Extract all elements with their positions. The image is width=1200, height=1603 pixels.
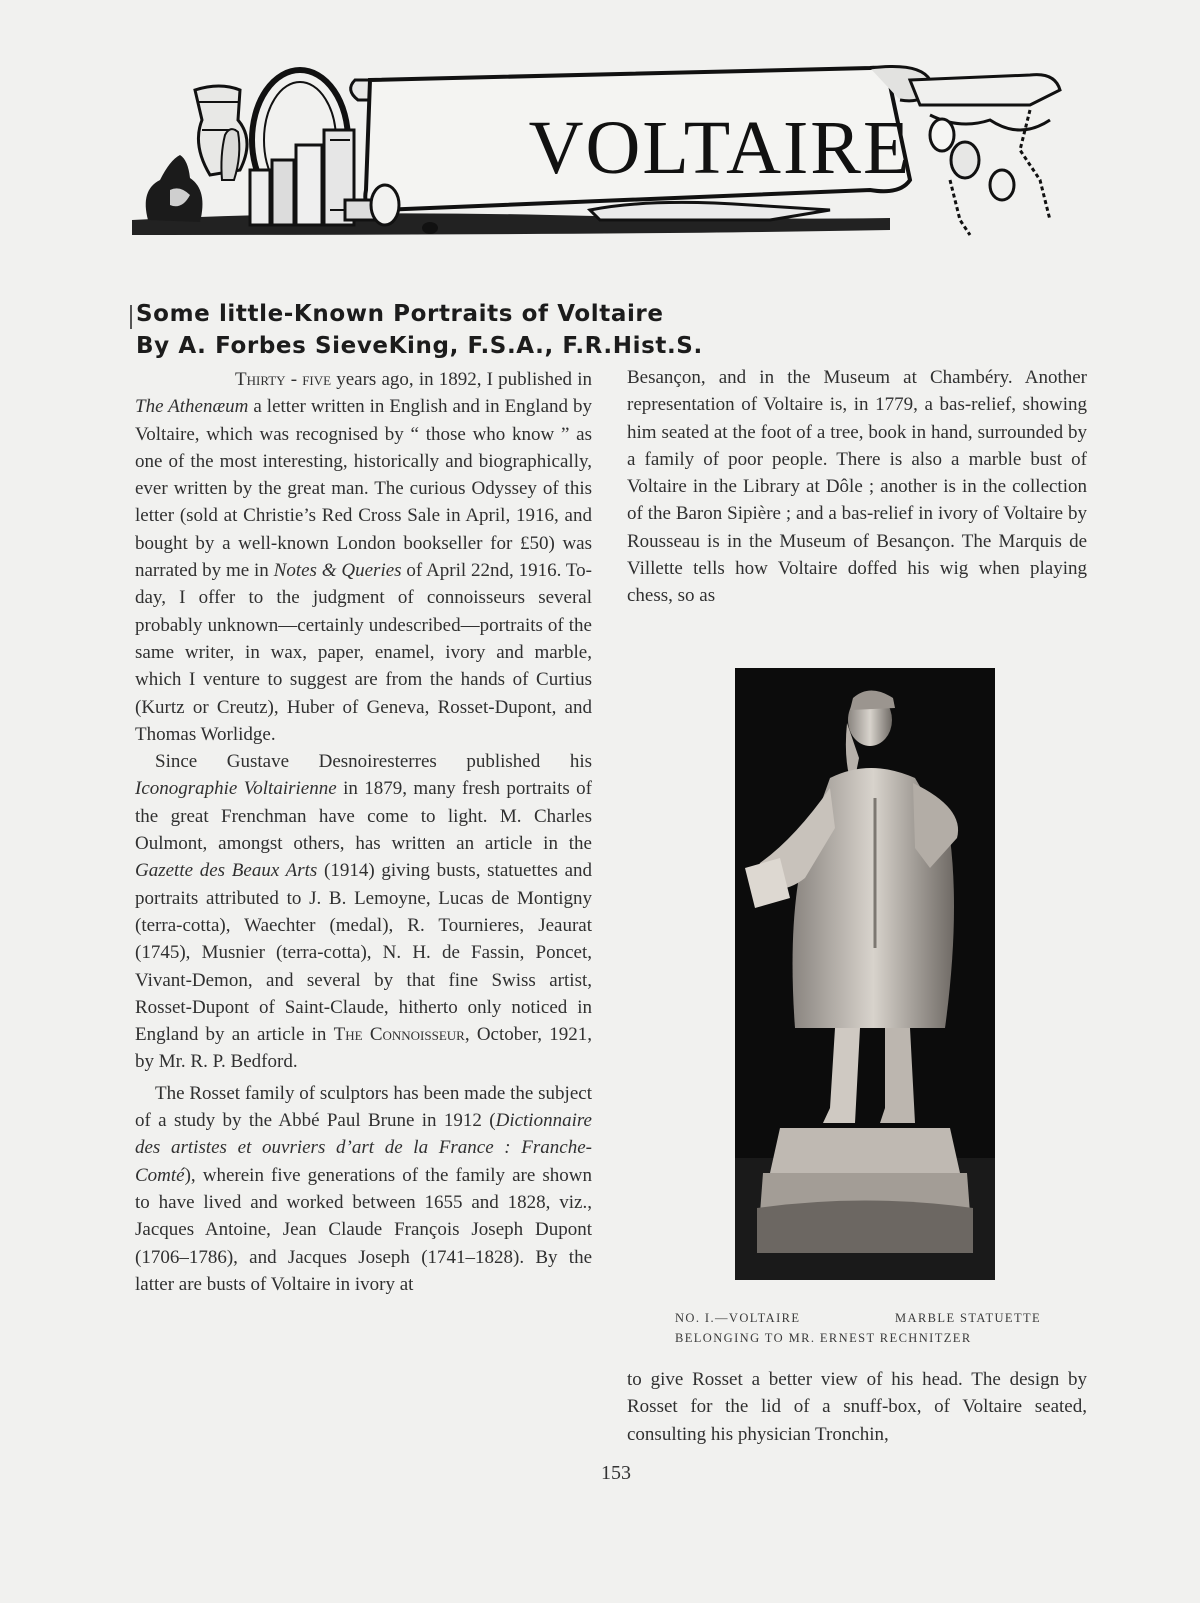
heading-rule [130, 305, 132, 329]
paragraph-lead: Thirty - five [235, 369, 332, 390]
paragraph-5: to give Rosset a better view of his head. The design by Rosset for the lid of a snuff-box, of Voltaire seated, consulting his physician Tronchin, [627, 1369, 1087, 1445]
right-column-top [627, 364, 1087, 610]
voltaire-statuette-image [735, 668, 995, 1280]
italic-title: Notes & Queries [273, 560, 402, 582]
header-banner [130, 60, 1080, 270]
text-run: The Rosset family of sculptors has been made the subject of a study by the Abbé Paul Brune in 1912 ( [135, 1082, 592, 1132]
text-run: in 1879, many fresh portraits of the great Frenchman have come to light. M. Charles Oulmont, amongst others, has written an article in the [135, 778, 592, 855]
figure-caption [675, 1308, 1075, 1348]
text-run: ), wherein five generations of the family are shown to have lived and worked between 1655 and 1828, viz., Jacques Antoine, Jean Claude François Joseph Dupont (1706–1786), and Jacques Joseph (1741–1828). By the latter are busts of Voltaire in ivory at [135, 1164, 592, 1295]
text-run: of April 22nd, 1916. To-day, I offer to the judgment of connoisseurs several probably unknown—certainly undescribed—portraits of the same writer, in wax, paper, enamel, ivory and marble, which I venture to suggest are from the hands of Curtius (Kurtz or Creutz), Huber of Geneva, Rosset-Dupont, and Thomas Worlidge. [135, 560, 592, 745]
italic-title: Dictionnaire des artistes et ouvriers d’art de la France : Franche-Comté [135, 1110, 592, 1186]
article-title: Some little-Known Portraits of Voltaire [136, 301, 664, 327]
text-run: , October, 1921, by Mr. R. P. Bedford. [135, 1024, 592, 1073]
text-run: a letter written in English and in England by Voltaire, which was recognised by “ those who know ” as one of the most interesting, historically and biographically, ever written by the great man. The curious Odyssey of this letter (sold at Christie’s Red Cross Sale in April, 1916, and bought by a well-known London bookseller for £50) was narrated by me in [135, 396, 592, 582]
paragraph-1 [135, 366, 592, 748]
article-heading [136, 298, 936, 362]
paragraph-2 [135, 748, 592, 1076]
text-run: Since Gustave Desnoiresterres published his [155, 751, 592, 773]
banner-title: VOLTAIRE [528, 106, 912, 190]
page-number: 153 [601, 1462, 631, 1484]
left-column [135, 366, 592, 1298]
caption-owner: BELONGING TO MR. ERNEST RECHNITZER [675, 1331, 972, 1345]
italic-title: Gazette des Beaux Arts [135, 860, 318, 882]
text-run: years ago, in 1892, I published in [331, 369, 592, 390]
statuette-photo [735, 668, 995, 1280]
italic-title: Iconographie Voltairienne [135, 778, 337, 800]
right-column-bottom [627, 1366, 1087, 1448]
small-caps-title: The Connoisseur [333, 1024, 465, 1046]
article-byline: By A. Forbes SieveKing, F.S.A., F.R.Hist.S. [136, 333, 703, 359]
paragraph-4: Besançon, and in the Museum at Chambéry. Another representation of Voltaire is, in 1779, a bas-relief, showing him seated at the foot of a tree, book in hand, surrounded by a family of poor people. There is also a marble bust of Voltaire in the Library at Dôle ; another is in the collection of the Baron Sipière ; and a bas-relief in ivory of Voltaire by Rousseau is in the Museum of Besançon. The Marquis de Villette tells how Voltaire doffed his wig when playing chess, so as [627, 367, 1087, 607]
text-run: (1914) giving busts, statuettes and portraits attributed to J. B. Lemoyne, Lucas de Montigny (terra-cotta), Waechter (medal), R. Tournieres, Jeaurat (1745), Musnier (terra-cotta), N. H. de Fassin, Poncet, Vivant-Demon, and several by that fine Swiss artist, Rosset-Dupont of Saint-Claude, hitherto only noticed in England by an article in [135, 860, 592, 1046]
caption-number: NO. I.—VOLTAIRE [675, 1311, 801, 1325]
italic-title: The Athenæum [135, 396, 249, 418]
caption-type: MARBLE STATUETTE [895, 1311, 1042, 1325]
paragraph-3 [135, 1080, 592, 1298]
